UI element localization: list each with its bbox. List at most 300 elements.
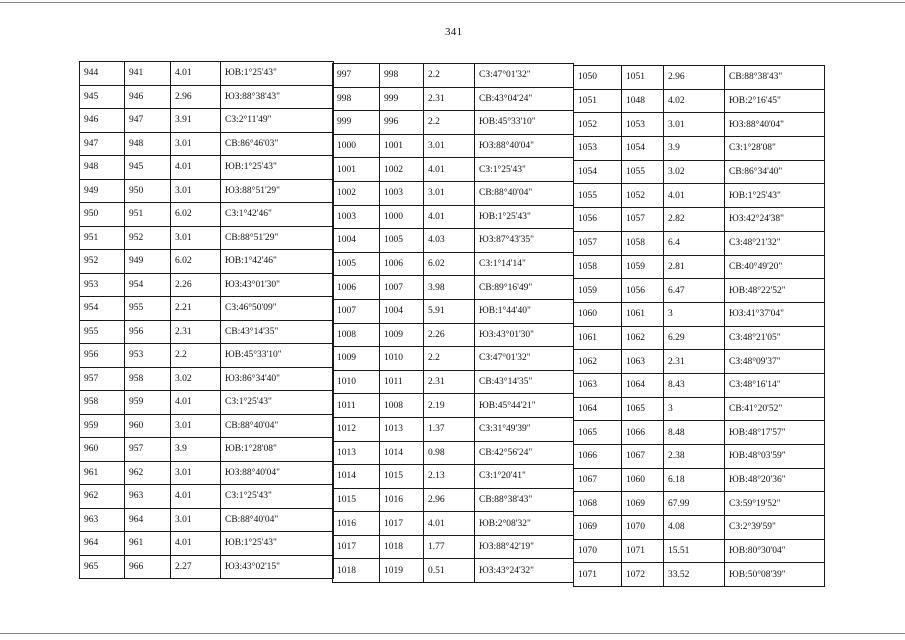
table-row [574, 373, 825, 397]
bearing-cell: ЮВ:1°25'43" [475, 205, 574, 229]
to-point-cell: 1008 [380, 394, 424, 418]
table-row [574, 350, 825, 374]
from-point-cell: 945 [80, 85, 125, 109]
distance-cell: 2.96 [171, 85, 221, 109]
to-point-cell: 1018 [380, 535, 424, 559]
from-point-cell: 1011 [333, 394, 380, 418]
distance-cell: 3.01 [171, 132, 221, 156]
from-point-cell: 950 [80, 203, 125, 227]
to-point-cell: 952 [125, 226, 171, 250]
from-point-cell: 1002 [333, 181, 380, 205]
bearing-cell: СЗ:31°49'39" [475, 417, 574, 441]
from-point-cell: 1071 [574, 563, 622, 587]
table-row [574, 445, 825, 469]
from-point-cell: 956 [80, 344, 125, 368]
to-point-cell: 1057 [622, 208, 664, 232]
distance-cell: 4.02 [664, 89, 725, 113]
bearing-cell: ЮВ:48°17'57" [725, 421, 825, 445]
from-point-cell: 1052 [574, 113, 622, 137]
to-point-cell: 1071 [622, 539, 664, 563]
distance-cell: 4.01 [171, 391, 221, 415]
bearing-cell: СВ:88°40'04" [221, 508, 334, 532]
to-point-cell: 1017 [380, 512, 424, 536]
distance-cell: 2.96 [664, 66, 725, 90]
to-point-cell: 996 [380, 111, 424, 135]
bearing-cell: ЮЗ:41°37'04" [725, 302, 825, 326]
distance-cell: 2.2 [171, 344, 221, 368]
distance-cell: 2.27 [171, 555, 221, 579]
bearing-cell: ЮВ:1°25'43" [221, 532, 334, 556]
bearing-cell: СЗ:47°01'32" [475, 347, 574, 371]
to-point-cell: 1010 [380, 347, 424, 371]
table-row [333, 205, 574, 229]
from-point-cell: 962 [80, 485, 125, 509]
to-point-cell: 1009 [380, 323, 424, 347]
table-row [333, 394, 574, 418]
bearing-cell: СВ:40°49'20" [725, 255, 825, 279]
table-row [80, 109, 334, 133]
distance-cell: 2.96 [424, 488, 475, 512]
distance-cell: 2.2 [424, 347, 475, 371]
table-row [333, 134, 574, 158]
coordinate-table-3 [573, 65, 825, 587]
from-point-cell: 946 [80, 109, 125, 133]
distance-cell: 3.98 [424, 276, 475, 300]
table-row [574, 397, 825, 421]
to-point-cell: 966 [125, 555, 171, 579]
distance-cell: 3.01 [424, 181, 475, 205]
distance-cell: 15.51 [664, 539, 725, 563]
from-point-cell: 959 [80, 414, 125, 438]
table-row [80, 532, 334, 556]
from-point-cell: 963 [80, 508, 125, 532]
to-point-cell: 1054 [622, 137, 664, 161]
distance-cell: 3.01 [171, 508, 221, 532]
from-point-cell: 1016 [333, 512, 380, 536]
distance-cell: 3.9 [171, 438, 221, 462]
from-point-cell: 1053 [574, 137, 622, 161]
from-point-cell: 1017 [333, 535, 380, 559]
to-point-cell: 1051 [622, 66, 664, 90]
bearing-cell: СВ:43°14'35" [221, 320, 334, 344]
to-point-cell: 1001 [380, 134, 424, 158]
from-point-cell: 949 [80, 179, 125, 203]
from-point-cell: 1050 [574, 66, 622, 90]
distance-cell: 4.01 [424, 512, 475, 536]
distance-cell: 2.2 [424, 111, 475, 135]
to-point-cell: 1019 [380, 559, 424, 583]
distance-cell: 2.26 [424, 323, 475, 347]
table-row [333, 181, 574, 205]
to-point-cell: 998 [380, 64, 424, 88]
distance-cell: 6.29 [664, 326, 725, 350]
table-row [333, 87, 574, 111]
to-point-cell: 999 [380, 87, 424, 111]
distance-cell: 5.91 [424, 299, 475, 323]
table-row [80, 273, 334, 297]
table-row [80, 250, 334, 274]
to-point-cell: 1016 [380, 488, 424, 512]
bearing-cell: СЗ:48°21'32" [725, 231, 825, 255]
to-point-cell: 1014 [380, 441, 424, 465]
table-row [333, 417, 574, 441]
distance-cell: 3.01 [171, 461, 221, 485]
from-point-cell: 1058 [574, 255, 622, 279]
bearing-cell: ЮЗ:88°40'04" [221, 461, 334, 485]
bearing-cell: ЮВ:1°42'46" [221, 250, 334, 274]
table-row [80, 203, 334, 227]
to-point-cell: 1052 [622, 184, 664, 208]
to-point-cell: 953 [125, 344, 171, 368]
to-point-cell: 1013 [380, 417, 424, 441]
bearing-cell: ЮЗ:43°24'32" [475, 559, 574, 583]
distance-cell: 6.02 [171, 250, 221, 274]
from-point-cell: 1005 [333, 252, 380, 276]
from-point-cell: 948 [80, 156, 125, 180]
from-point-cell: 1067 [574, 468, 622, 492]
distance-cell: 2.82 [664, 208, 725, 232]
from-point-cell: 1068 [574, 492, 622, 516]
from-point-cell: 1004 [333, 229, 380, 253]
table-row [574, 421, 825, 445]
table-row [333, 441, 574, 465]
bearing-cell: ЮВ:45°33'10" [221, 344, 334, 368]
table-row [574, 302, 825, 326]
distance-cell: 0.51 [424, 559, 475, 583]
to-point-cell: 964 [125, 508, 171, 532]
table-row [80, 485, 334, 509]
from-point-cell: 1057 [574, 231, 622, 255]
to-point-cell: 950 [125, 179, 171, 203]
to-point-cell: 951 [125, 203, 171, 227]
bearing-cell: ЮЗ:43°02'15" [221, 555, 334, 579]
to-point-cell: 962 [125, 461, 171, 485]
bearing-cell: ЮЗ:88°38'43" [221, 85, 334, 109]
distance-cell: 2.31 [424, 87, 475, 111]
to-point-cell: 1066 [622, 421, 664, 445]
bearing-cell: ЮВ:48°22'52" [725, 279, 825, 303]
bearing-cell: ЮЗ:43°01'30" [475, 323, 574, 347]
to-point-cell: 941 [125, 62, 171, 86]
table-row [333, 158, 574, 182]
bearing-cell: СВ:88°38'43" [475, 488, 574, 512]
table-row [574, 326, 825, 350]
table-row [80, 508, 334, 532]
from-point-cell: 953 [80, 273, 125, 297]
from-point-cell: 1008 [333, 323, 380, 347]
to-point-cell: 1063 [622, 350, 664, 374]
from-point-cell: 964 [80, 532, 125, 556]
distance-cell: 2.21 [171, 297, 221, 321]
from-point-cell: 1013 [333, 441, 380, 465]
bearing-cell: СВ:88°51'29" [221, 226, 334, 250]
bearing-cell: СЗ:1°25'43" [221, 391, 334, 415]
distance-cell: 4.01 [424, 205, 475, 229]
from-point-cell: 961 [80, 461, 125, 485]
bearing-cell: ЮВ:45°44'21" [475, 394, 574, 418]
to-point-cell: 1070 [622, 516, 664, 540]
table-row [333, 512, 574, 536]
bearing-cell: ЮЗ:88°42'19" [475, 535, 574, 559]
table-row [333, 229, 574, 253]
bearing-cell: ЮЗ:42°24'38" [725, 208, 825, 232]
from-point-cell: 1055 [574, 184, 622, 208]
coordinate-table-1 [79, 61, 334, 579]
to-point-cell: 949 [125, 250, 171, 274]
table-row [80, 320, 334, 344]
distance-cell: 1.77 [424, 535, 475, 559]
distance-cell: 3.01 [171, 179, 221, 203]
bearing-cell: СЗ:2°11'49" [221, 109, 334, 133]
to-point-cell: 1072 [622, 563, 664, 587]
distance-cell: 2.31 [171, 320, 221, 344]
table-row [80, 391, 334, 415]
to-point-cell: 955 [125, 297, 171, 321]
bearing-cell: ЮВ:45°33'10" [475, 111, 574, 135]
to-point-cell: 946 [125, 85, 171, 109]
table-row [574, 563, 825, 587]
to-point-cell: 1015 [380, 465, 424, 489]
bearing-cell: СЗ:1°20'41" [475, 465, 574, 489]
table-row [333, 535, 574, 559]
from-point-cell: 999 [333, 111, 380, 135]
distance-cell: 6.4 [664, 231, 725, 255]
bearing-cell: СВ:42°56'24" [475, 441, 574, 465]
distance-cell: 3.91 [171, 109, 221, 133]
from-point-cell: 1012 [333, 417, 380, 441]
table-row [80, 555, 334, 579]
from-point-cell: 955 [80, 320, 125, 344]
from-point-cell: 1065 [574, 421, 622, 445]
to-point-cell: 1002 [380, 158, 424, 182]
distance-cell: 67.99 [664, 492, 725, 516]
bearing-cell: ЮВ:1°25'43" [725, 184, 825, 208]
to-point-cell: 1048 [622, 89, 664, 113]
table-row [333, 370, 574, 394]
bearing-cell: ЮВ:1°44'40" [475, 299, 574, 323]
to-point-cell: 954 [125, 273, 171, 297]
to-point-cell: 1061 [622, 302, 664, 326]
bearing-cell: ЮВ:50°08'39" [725, 563, 825, 587]
bearing-cell: ЮВ:48°20'36" [725, 468, 825, 492]
from-point-cell: 957 [80, 367, 125, 391]
to-point-cell: 1000 [380, 205, 424, 229]
distance-cell: 2.31 [664, 350, 725, 374]
table-row [80, 367, 334, 391]
from-point-cell: 1062 [574, 350, 622, 374]
bearing-cell: СЗ:48°09'37" [725, 350, 825, 374]
distance-cell: 2.26 [171, 273, 221, 297]
from-point-cell: 1059 [574, 279, 622, 303]
distance-cell: 2.38 [664, 445, 725, 469]
table-row [333, 299, 574, 323]
from-point-cell: 944 [80, 62, 125, 86]
to-point-cell: 1003 [380, 181, 424, 205]
from-point-cell: 1015 [333, 488, 380, 512]
bearing-cell: СВ:89°16'49" [475, 276, 574, 300]
distance-cell: 6.02 [424, 252, 475, 276]
distance-cell: 3.01 [171, 226, 221, 250]
to-point-cell: 1053 [622, 113, 664, 137]
distance-cell: 0.98 [424, 441, 475, 465]
bearing-cell: ЮЗ:88°51'29" [221, 179, 334, 203]
to-point-cell: 948 [125, 132, 171, 156]
distance-cell: 4.01 [171, 62, 221, 86]
table-row [80, 132, 334, 156]
distance-cell: 2.19 [424, 394, 475, 418]
distance-cell: 3.02 [664, 160, 725, 184]
table-row [333, 252, 574, 276]
scan-edge-top [0, 2, 905, 3]
table-row [333, 465, 574, 489]
from-point-cell: 947 [80, 132, 125, 156]
distance-cell: 2.13 [424, 465, 475, 489]
from-point-cell: 1000 [333, 134, 380, 158]
to-point-cell: 1011 [380, 370, 424, 394]
from-point-cell: 1001 [333, 158, 380, 182]
from-point-cell: 1006 [333, 276, 380, 300]
table-row [574, 468, 825, 492]
bearing-cell: СВ:88°40'04" [475, 181, 574, 205]
to-point-cell: 947 [125, 109, 171, 133]
table-row [333, 64, 574, 88]
table-row [80, 344, 334, 368]
bearing-cell: СЗ:2°39'59" [725, 516, 825, 540]
distance-cell: 4.03 [424, 229, 475, 253]
distance-cell: 3 [664, 397, 725, 421]
distance-cell: 2.81 [664, 255, 725, 279]
from-point-cell: 1056 [574, 208, 622, 232]
to-point-cell: 960 [125, 414, 171, 438]
to-point-cell: 1005 [380, 229, 424, 253]
bearing-cell: ЮЗ:88°40'04" [475, 134, 574, 158]
page-number: 341 [445, 26, 463, 38]
from-point-cell: 1009 [333, 347, 380, 371]
distance-cell: 6.02 [171, 203, 221, 227]
table-row [333, 347, 574, 371]
table-row [80, 85, 334, 109]
table-row [574, 160, 825, 184]
bearing-cell: ЮВ:48°03'59" [725, 445, 825, 469]
bearing-cell: ЮВ:1°25'43" [221, 62, 334, 86]
to-point-cell: 1058 [622, 231, 664, 255]
from-point-cell: 1066 [574, 445, 622, 469]
to-point-cell: 1064 [622, 373, 664, 397]
table-row [574, 137, 825, 161]
from-point-cell: 1070 [574, 539, 622, 563]
from-point-cell: 1054 [574, 160, 622, 184]
bearing-cell: СЗ:1°25'43" [221, 485, 334, 509]
distance-cell: 2.2 [424, 64, 475, 88]
table-row [333, 323, 574, 347]
bearing-cell: ЮВ:1°25'43" [221, 156, 334, 180]
from-point-cell: 954 [80, 297, 125, 321]
distance-cell: 4.01 [171, 485, 221, 509]
distance-cell: 3.01 [664, 113, 725, 137]
table-row [333, 111, 574, 135]
distance-cell: 3.01 [424, 134, 475, 158]
to-point-cell: 957 [125, 438, 171, 462]
table-row [333, 276, 574, 300]
bearing-cell: СВ:86°46'03" [221, 132, 334, 156]
from-point-cell: 1060 [574, 302, 622, 326]
bearing-cell: СВ:86°34'40" [725, 160, 825, 184]
distance-cell: 2.31 [424, 370, 475, 394]
table-row [574, 113, 825, 137]
bearing-cell: СВ:88°40'04" [221, 414, 334, 438]
table-row [574, 231, 825, 255]
to-point-cell: 1059 [622, 255, 664, 279]
from-point-cell: 1051 [574, 89, 622, 113]
distance-cell: 8.48 [664, 421, 725, 445]
table-row [80, 62, 334, 86]
distance-cell: 8.43 [664, 373, 725, 397]
distance-cell: 4.01 [664, 184, 725, 208]
table-row [80, 461, 334, 485]
distance-cell: 4.01 [424, 158, 475, 182]
table-row [574, 539, 825, 563]
bearing-cell: СЗ:48°16'14" [725, 373, 825, 397]
from-point-cell: 1061 [574, 326, 622, 350]
table-row [574, 66, 825, 90]
to-point-cell: 959 [125, 391, 171, 415]
table-row [574, 492, 825, 516]
distance-cell: 3 [664, 302, 725, 326]
table-row [333, 488, 574, 512]
table-row [574, 255, 825, 279]
bearing-cell: ЮЗ:86°34'40" [221, 367, 334, 391]
to-point-cell: 1004 [380, 299, 424, 323]
from-point-cell: 960 [80, 438, 125, 462]
bearing-cell: ЮВ:2°08'32" [475, 512, 574, 536]
from-point-cell: 965 [80, 555, 125, 579]
distance-cell: 4.01 [171, 532, 221, 556]
from-point-cell: 1007 [333, 299, 380, 323]
to-point-cell: 1062 [622, 326, 664, 350]
distance-cell: 33.52 [664, 563, 725, 587]
from-point-cell: 1018 [333, 559, 380, 583]
bearing-cell: СЗ:1°14'14" [475, 252, 574, 276]
bearing-cell: СЗ:46°50'09" [221, 297, 334, 321]
bearing-cell: ЮЗ:87°43'35" [475, 229, 574, 253]
bearing-cell: СЗ:59°19'52" [725, 492, 825, 516]
from-point-cell: 998 [333, 87, 380, 111]
table-row [574, 89, 825, 113]
table-row [574, 184, 825, 208]
coordinate-table-2 [332, 63, 574, 583]
table-row [80, 438, 334, 462]
bearing-cell: ЮВ:2°16'45" [725, 89, 825, 113]
to-point-cell: 963 [125, 485, 171, 509]
from-point-cell: 1010 [333, 370, 380, 394]
to-point-cell: 1006 [380, 252, 424, 276]
table-row [574, 516, 825, 540]
to-point-cell: 1007 [380, 276, 424, 300]
from-point-cell: 1003 [333, 205, 380, 229]
distance-cell: 6.47 [664, 279, 725, 303]
bearing-cell: СВ:43°14'35" [475, 370, 574, 394]
bearing-cell: СЗ:1°28'08" [725, 137, 825, 161]
to-point-cell: 1056 [622, 279, 664, 303]
from-point-cell: 1014 [333, 465, 380, 489]
bearing-cell: СЗ:1°42'46" [221, 203, 334, 227]
bearing-cell: ЮЗ:88°40'04" [725, 113, 825, 137]
distance-cell: 6.18 [664, 468, 725, 492]
bearing-cell: СЗ:1°25'43" [475, 158, 574, 182]
to-point-cell: 1067 [622, 445, 664, 469]
table-row [80, 414, 334, 438]
from-point-cell: 951 [80, 226, 125, 250]
